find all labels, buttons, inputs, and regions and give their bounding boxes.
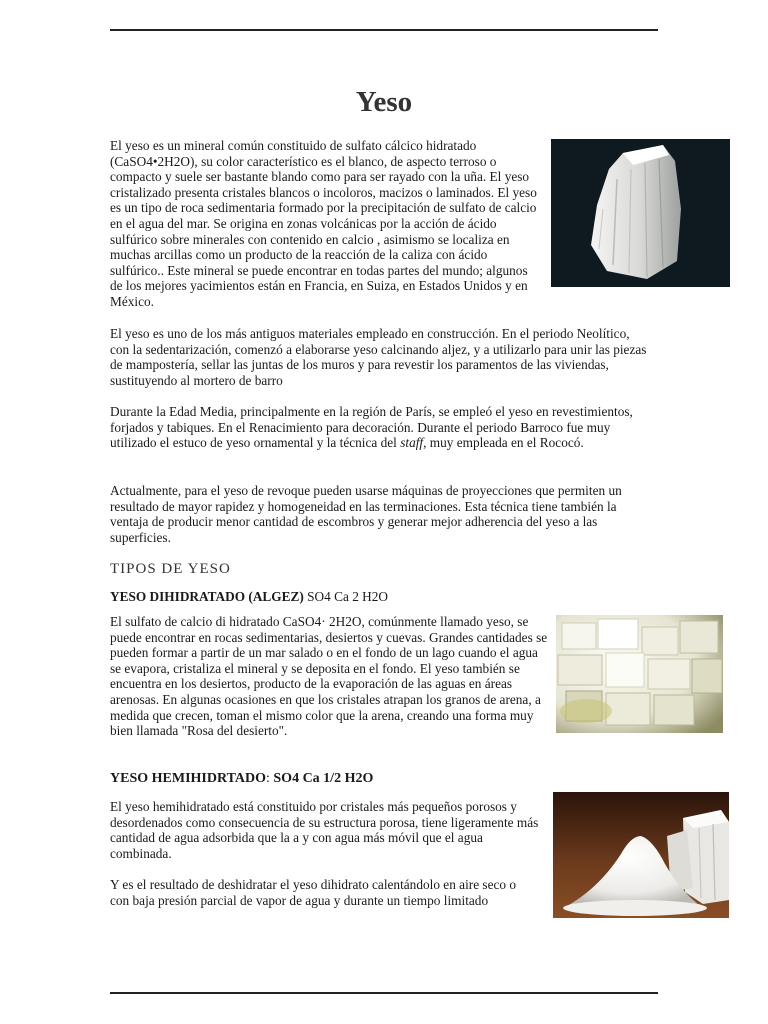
gypsum-crystal-image bbox=[551, 139, 730, 287]
hemihidratado-heading bbox=[110, 771, 373, 787]
hemihidratado-process-paragraph: Y es el resultado de deshidratar el yeso dihidrato calentándolo en aire seco o con baja presión parcial de vapor de agua y durante un tiempo limitado bbox=[110, 877, 517, 908]
history-paragraph-neolithic: El yeso es uno de los más antiguos materiales empleado en construcción. En el periodo Neolítico, con la sedentarización, comenzó a elaborarse yeso calcinando aljez, y a utilizarlo para unir las piezas de mampostería, sellar las juntas de los muros y para revestir los paramentos de las viviendas, sustituyendo al mortero de barro bbox=[110, 326, 647, 388]
dihidratado-paragraph: El sulfato de calcio di hidratado CaSO4· 2H2O, comúnmente llamado yeso, se puede encontrar en rocas sedimentarias, desiertos y cuevas. Grandes cantidades se pueden formar a partir de un mar salado o en el fondo de un lago cuando el agua se evapora, cristaliza el mineral y se deposita en el fondo. El yeso también se encuentra en los desiertos, producto de la evaporación de las aguas en áreas arenosas. En algunas ocasiones en que los cristales atrapan los granos de arena, a medida que crecen, toman el mismo color que la arena, creando una forma muy bien llamada "Rosa del desierto". bbox=[110, 614, 548, 739]
top-rule bbox=[110, 29, 658, 31]
today-paragraph: Actualmente, para el yeso de revoque pueden usarse máquinas de proyecciones que permiten un resultado de mayor rapidez y homogeneidad en las terminaciones. Esta técnica tiene también la ventaja de producir menor cantidad de escombros y generar mejor adherencia del yeso a las superficies. bbox=[110, 483, 622, 545]
types-heading: TIPOS DE YESO bbox=[110, 561, 231, 577]
page-title: Yeso bbox=[355, 86, 413, 118]
hemihidratado-heading-separator: : bbox=[266, 771, 274, 786]
history-text-end: , muy empleada en el Rococó. bbox=[423, 435, 584, 451]
hemihidratado-heading-name: YESO HEMIHIDRTADO bbox=[110, 771, 266, 786]
history-paragraph-middle-ages bbox=[110, 404, 650, 451]
intro-paragraph: El yeso es un mineral común constituido de sulfato cálcico hidratado (CaSO4•2H2O), su color característico es el blanco, de aspecto terroso o compacto y suele ser bastante blando como para ser rayado con la uña. El yeso cristalizado presenta cristales blancos o incoloros, macizos o laminados. El yeso es un tipo de roca sedimentaria formado por la precipitación de sulfato de calcio en el agua del mar. Se origina en zonas volcánicas por la acción de ácido sulfúrico sobre minerales con contenido en calcio , asimismo se localiza en muchas arcillas como un producto de la reacción de la caliza con ácido sulfúrico.. Este mineral se puede encontrar en todas partes del mundo; algunos de los mejores yacimientos están en Francia, en Suiza, en Estados Unidos y en México. bbox=[110, 138, 537, 309]
staff-term: staff bbox=[400, 435, 424, 451]
dihidratado-heading-name: YESO DIHIDRATADO (ALGEZ) bbox=[110, 589, 304, 604]
history-text-start: Durante la Edad Media, principalmente en la región de París, se empleó el yeso en revestimientos, forjados y tabiques. En el Renacimiento para decoración. Durante el periodo Barroco fue muy utilizado el estuco de yeso ornamental y la técnica del bbox=[110, 404, 633, 451]
gypsum-crystals-cluster-image bbox=[556, 615, 723, 733]
dihidratado-heading-formula: SO4 Ca 2 H2O bbox=[303, 589, 389, 604]
gypsum-powder-image bbox=[553, 792, 729, 918]
hemihidratado-heading-formula: SO4 Ca 1/2 H2O bbox=[273, 771, 374, 786]
bottom-rule bbox=[110, 992, 658, 994]
hemihidratado-paragraph: El yeso hemihidratado está constituido por cristales más pequeños porosos y desordenados como consecuencia de su estructura porosa, tiene ligeramente más cantidad de agua adsorbida que la a y con agua más móvil que el agua combinada. bbox=[110, 799, 539, 861]
dihidratado-heading bbox=[110, 589, 388, 605]
